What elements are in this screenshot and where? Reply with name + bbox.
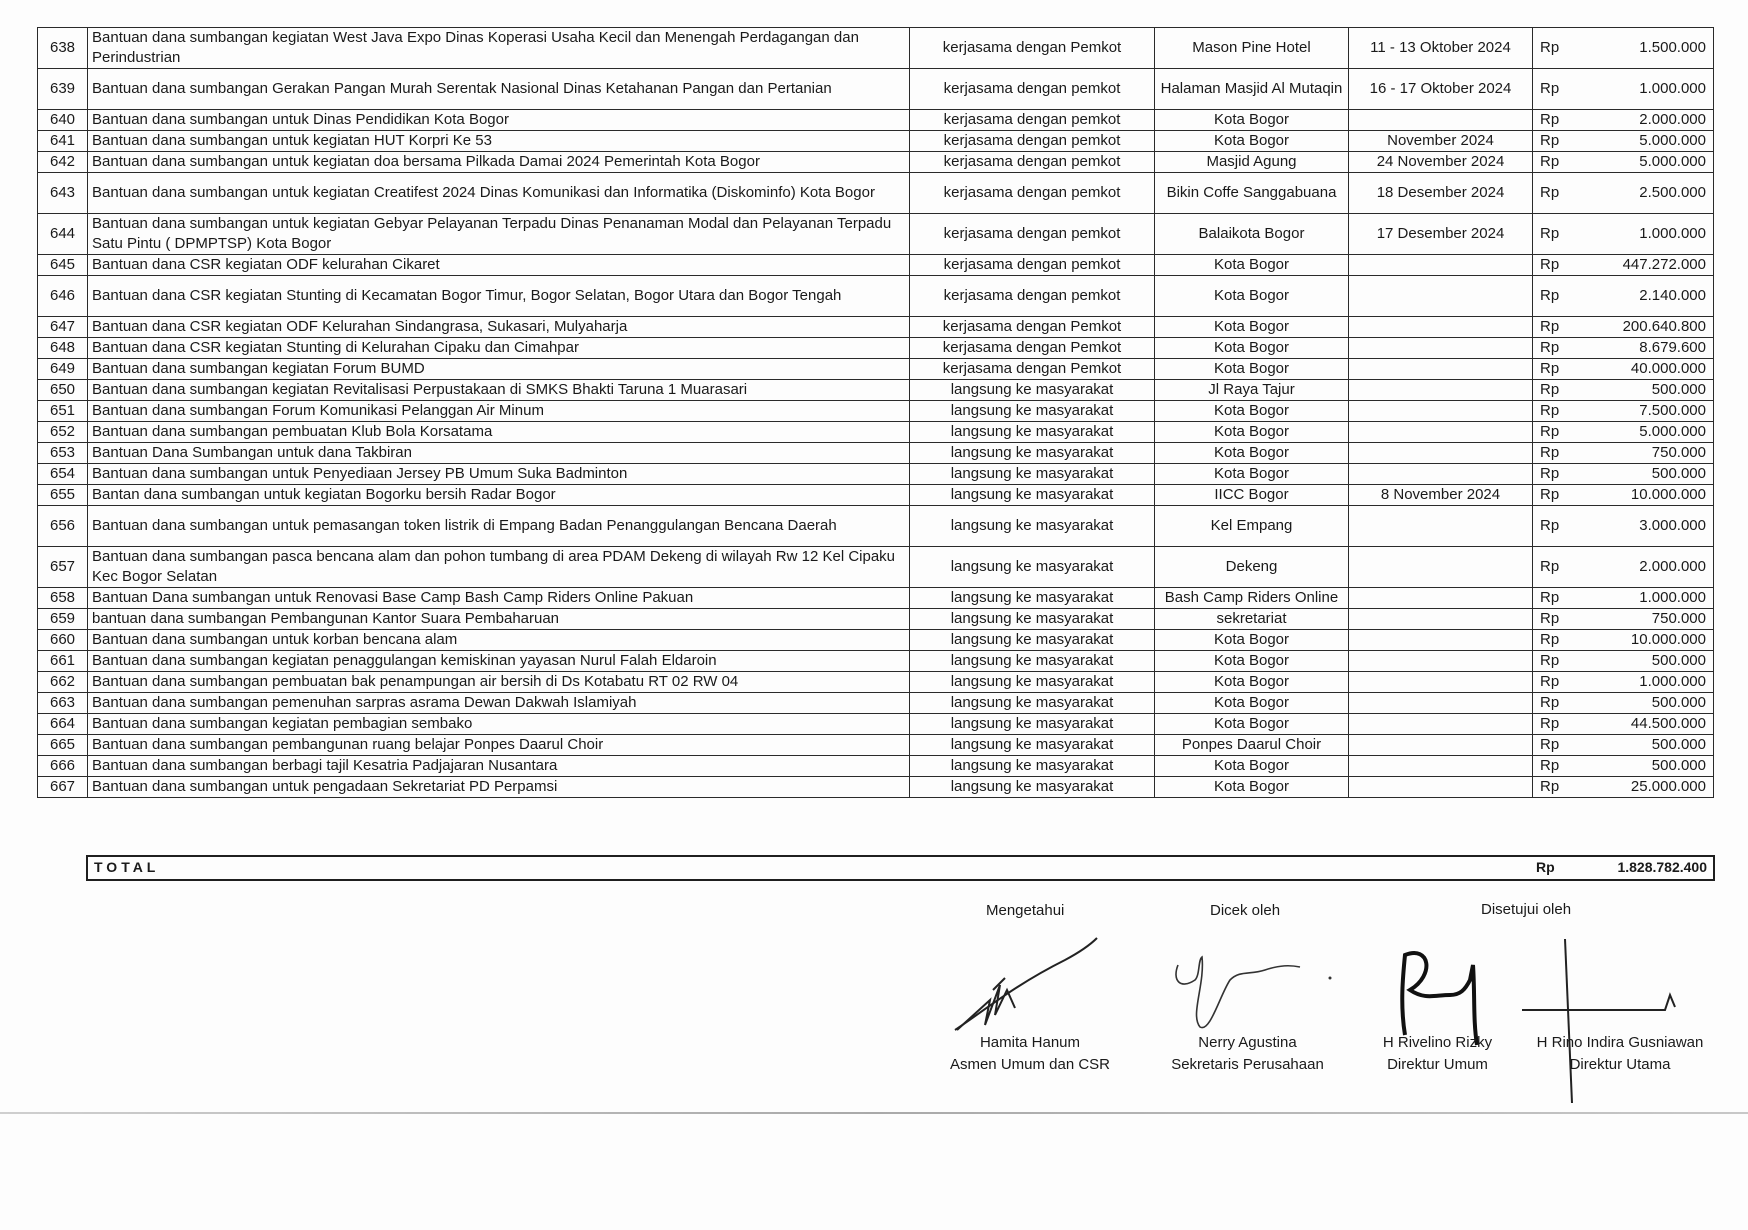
row-location: Dekeng — [1155, 547, 1349, 588]
row-location: Kota Bogor — [1155, 630, 1349, 651]
row-currency: Rp — [1540, 80, 1560, 97]
row-number: 662 — [38, 672, 88, 693]
signatory-title: Direktur Utama — [1569, 1056, 1671, 1073]
row-number: 639 — [38, 69, 88, 110]
table-row — [38, 422, 1714, 443]
row-date — [1349, 443, 1533, 464]
signatory-name: H Rino Indira Gusniawan — [1536, 1034, 1704, 1051]
row-description: Bantuan dana sumbangan Forum Komunikasi Pelanggan Air Minum — [88, 401, 910, 422]
row-location: Bash Camp Riders Online — [1155, 588, 1349, 609]
row-amount: 1.000.000 — [1639, 589, 1706, 606]
row-date — [1349, 672, 1533, 693]
row-date — [1349, 401, 1533, 422]
row-location: Kota Bogor — [1155, 756, 1349, 777]
row-currency: Rp — [1540, 465, 1560, 482]
row-currency: Rp — [1540, 517, 1560, 534]
row-description: Bantuan dana CSR kegiatan Stunting di Kecamatan Bogor Timur, Bogor Selatan, Bogor Utara dan Bogor Tengah — [88, 276, 910, 317]
row-currency: Rp — [1540, 153, 1560, 170]
row-currency: Rp — [1540, 39, 1560, 56]
row-date — [1349, 422, 1533, 443]
row-location: Kota Bogor — [1155, 110, 1349, 131]
row-amount: 500.000 — [1651, 757, 1706, 774]
ledger-body — [38, 28, 1714, 798]
row-amount: 1.500.000 — [1639, 39, 1706, 56]
row-location: Kota Bogor — [1155, 317, 1349, 338]
scan-edge-divider — [0, 1112, 1748, 1114]
row-location: Kota Bogor — [1155, 255, 1349, 276]
row-date — [1349, 588, 1533, 609]
row-amount-cell — [1533, 255, 1714, 276]
total-row — [86, 855, 1715, 881]
row-description: Bantuan dana sumbangan untuk Penyediaan Jersey PB Umum Suka Badminton — [88, 464, 910, 485]
signature-hamita-hanum — [945, 930, 1105, 1040]
row-location: Kel Empang — [1155, 506, 1349, 547]
row-description: Bantuan dana sumbangan untuk kegiatan HUT Korpri Ke 53 — [88, 131, 910, 152]
row-location: Balaikota Bogor — [1155, 214, 1349, 255]
signatory-title: Direktur Umum — [1387, 1056, 1488, 1073]
row-amount: 2.140.000 — [1639, 287, 1706, 304]
row-date: November 2024 — [1349, 131, 1533, 152]
row-mechanism: langsung ke masyarakat — [910, 735, 1155, 756]
row-currency: Rp — [1540, 652, 1560, 669]
row-currency: Rp — [1540, 486, 1560, 503]
row-number: 651 — [38, 401, 88, 422]
row-location: Kota Bogor — [1155, 443, 1349, 464]
table-row — [38, 651, 1714, 672]
table-row — [38, 173, 1714, 214]
row-currency: Rp — [1540, 610, 1560, 627]
row-description: bantuan dana sumbangan Pembangunan Kantor Suara Pembaharuan — [88, 609, 910, 630]
row-description: Bantuan Dana Sumbangan untuk dana Takbiran — [88, 443, 910, 464]
row-description: Bantuan Dana sumbangan untuk Renovasi Base Camp Bash Camp Riders Online Pakuan — [88, 588, 910, 609]
row-amount: 5.000.000 — [1639, 153, 1706, 170]
row-number: 663 — [38, 693, 88, 714]
row-mechanism: kerjasama dengan pemkot — [910, 173, 1155, 214]
header-disetujui-oleh: Disetujui oleh — [1481, 901, 1572, 918]
row-description: Bantuan dana sumbangan kegiatan pembagian sembako — [88, 714, 910, 735]
row-currency: Rp — [1540, 402, 1560, 419]
row-number: 657 — [38, 547, 88, 588]
row-amount: 750.000 — [1651, 444, 1706, 461]
row-location: Kota Bogor — [1155, 359, 1349, 380]
row-description: Bantuan dana sumbangan untuk pemasangan token listrik di Empang Badan Penanggulangan Bencana Daerah — [88, 506, 910, 547]
row-mechanism: kerjasama dengan Pemkot — [910, 338, 1155, 359]
row-currency: Rp — [1540, 423, 1560, 440]
table-row — [38, 110, 1714, 131]
row-mechanism: kerjasama dengan pemkot — [910, 69, 1155, 110]
signatory-name: H Rivelino Rizky — [1382, 1034, 1493, 1051]
row-amount-cell — [1533, 110, 1714, 131]
row-location: IICC Bogor — [1155, 485, 1349, 506]
row-amount: 10.000.000 — [1630, 486, 1706, 503]
row-amount: 500.000 — [1651, 736, 1706, 753]
signatory-name: Hamita Hanum — [979, 1034, 1081, 1051]
row-date: 8 November 2024 — [1349, 485, 1533, 506]
row-number: 647 — [38, 317, 88, 338]
row-mechanism: langsung ke masyarakat — [910, 464, 1155, 485]
row-amount: 2.000.000 — [1639, 558, 1706, 575]
signatory-4 — [1520, 1032, 1720, 1076]
row-currency: Rp — [1540, 287, 1560, 304]
row-mechanism: langsung ke masyarakat — [910, 672, 1155, 693]
row-mechanism: kerjasama dengan pemkot — [910, 131, 1155, 152]
row-amount-cell — [1533, 131, 1714, 152]
row-currency: Rp — [1540, 184, 1560, 201]
row-currency: Rp — [1540, 318, 1560, 335]
row-mechanism: kerjasama dengan pemkot — [910, 110, 1155, 131]
row-amount-cell — [1533, 214, 1714, 255]
row-currency: Rp — [1540, 757, 1560, 774]
row-date — [1349, 547, 1533, 588]
row-amount: 447.272.000 — [1622, 256, 1706, 273]
table-row — [38, 777, 1714, 798]
row-currency: Rp — [1540, 444, 1560, 461]
signatory-name: Nerry Agustina — [1198, 1034, 1297, 1051]
table-row — [38, 338, 1714, 359]
row-currency: Rp — [1540, 225, 1560, 242]
row-description: Bantuan dana sumbangan untuk korban bencana alam — [88, 630, 910, 651]
row-currency: Rp — [1540, 778, 1560, 795]
total-label: TOTAL — [94, 859, 160, 875]
total-currency: Rp — [1536, 859, 1555, 875]
row-description: Bantuan dana sumbangan pemenuhan sarpras asrama Dewan Dakwah Islamiyah — [88, 693, 910, 714]
table-row — [38, 693, 1714, 714]
row-date — [1349, 317, 1533, 338]
row-number: 658 — [38, 588, 88, 609]
total-amount: 1.828.782.400 — [1617, 859, 1707, 875]
table-row — [38, 317, 1714, 338]
row-amount-cell — [1533, 380, 1714, 401]
table-row — [38, 401, 1714, 422]
table-row — [38, 506, 1714, 547]
signature-nerry-agustina — [1170, 945, 1350, 1035]
table-row — [38, 714, 1714, 735]
table-row — [38, 756, 1714, 777]
row-date: 24 November 2024 — [1349, 152, 1533, 173]
row-mechanism: langsung ke masyarakat — [910, 547, 1155, 588]
row-amount: 44.500.000 — [1630, 715, 1706, 732]
row-amount-cell — [1533, 756, 1714, 777]
row-description: Bantuan dana sumbangan kegiatan penaggulangan kemiskinan yayasan Nurul Falah Eldaroin — [88, 651, 910, 672]
row-date — [1349, 651, 1533, 672]
row-description: Bantuan dana sumbangan untuk kegiatan Gebyar Pelayanan Terpadu Dinas Penanaman Modal dan Pelayanan Terpadu Satu Pintu ( DPMPTSP) Kota Bogor — [88, 214, 910, 255]
row-amount: 750.000 — [1651, 610, 1706, 627]
row-location: Kota Bogor — [1155, 464, 1349, 485]
row-location: Bikin Coffe Sanggabuana — [1155, 173, 1349, 214]
table-row — [38, 255, 1714, 276]
row-currency: Rp — [1540, 381, 1560, 398]
row-description: Bantuan dana sumbangan pembuatan Klub Bola Korsatama — [88, 422, 910, 443]
row-number: 654 — [38, 464, 88, 485]
row-number: 652 — [38, 422, 88, 443]
row-location: Kota Bogor — [1155, 338, 1349, 359]
row-amount: 5.000.000 — [1639, 423, 1706, 440]
row-date — [1349, 777, 1533, 798]
row-mechanism: langsung ke masyarakat — [910, 609, 1155, 630]
row-amount: 5.000.000 — [1639, 132, 1706, 149]
row-amount: 10.000.000 — [1630, 631, 1706, 648]
row-currency: Rp — [1540, 673, 1560, 690]
row-amount-cell — [1533, 777, 1714, 798]
row-mechanism: langsung ke masyarakat — [910, 588, 1155, 609]
row-mechanism: langsung ke masyarakat — [910, 422, 1155, 443]
csr-ledger-table — [37, 27, 1714, 798]
row-amount: 40.000.000 — [1630, 360, 1706, 377]
row-description: Bantuan dana sumbangan untuk Dinas Pendidikan Kota Bogor — [88, 110, 910, 131]
row-location: Jl Raya Tajur — [1155, 380, 1349, 401]
row-date: 16 - 17 Oktober 2024 — [1349, 69, 1533, 110]
table-row — [38, 464, 1714, 485]
row-currency: Rp — [1540, 256, 1560, 273]
row-amount-cell — [1533, 443, 1714, 464]
row-description: Bantuan dana CSR kegiatan ODF kelurahan Cikaret — [88, 255, 910, 276]
row-description: Bantuan dana CSR kegiatan Stunting di Kelurahan Cipaku dan Cimahpar — [88, 338, 910, 359]
row-location: Kota Bogor — [1155, 693, 1349, 714]
row-amount-cell — [1533, 276, 1714, 317]
row-currency: Rp — [1540, 558, 1560, 575]
row-date — [1349, 255, 1533, 276]
row-amount-cell — [1533, 485, 1714, 506]
row-amount-cell — [1533, 28, 1714, 69]
row-number: 640 — [38, 110, 88, 131]
row-location: Kota Bogor — [1155, 777, 1349, 798]
row-number: 650 — [38, 380, 88, 401]
row-currency: Rp — [1540, 589, 1560, 606]
row-currency: Rp — [1540, 339, 1560, 356]
row-location: Kota Bogor — [1155, 672, 1349, 693]
row-number: 664 — [38, 714, 88, 735]
row-number: 648 — [38, 338, 88, 359]
table-row — [38, 547, 1714, 588]
row-location: Kota Bogor — [1155, 422, 1349, 443]
row-amount: 2.000.000 — [1639, 111, 1706, 128]
row-location: Mason Pine Hotel — [1155, 28, 1349, 69]
row-amount-cell — [1533, 588, 1714, 609]
row-date — [1349, 693, 1533, 714]
row-location: Halaman Masjid Al Mutaqin — [1155, 69, 1349, 110]
row-number: 667 — [38, 777, 88, 798]
row-mechanism: kerjasama dengan Pemkot — [910, 28, 1155, 69]
table-row — [38, 609, 1714, 630]
row-mechanism: langsung ke masyarakat — [910, 380, 1155, 401]
table-row — [38, 380, 1714, 401]
table-row — [38, 735, 1714, 756]
row-date — [1349, 110, 1533, 131]
row-mechanism: langsung ke masyarakat — [910, 651, 1155, 672]
row-currency: Rp — [1540, 132, 1560, 149]
row-currency: Rp — [1540, 736, 1560, 753]
header-dicek-oleh: Dicek oleh — [1210, 902, 1281, 919]
row-description: Bantuan dana sumbangan pembuatan bak penampungan air bersih di Ds Kotabatu RT 02 RW 04 — [88, 672, 910, 693]
row-mechanism: langsung ke masyarakat — [910, 714, 1155, 735]
row-mechanism: kerjasama dengan pemkot — [910, 255, 1155, 276]
row-amount-cell — [1533, 422, 1714, 443]
row-date — [1349, 506, 1533, 547]
row-currency: Rp — [1540, 715, 1560, 732]
row-number: 665 — [38, 735, 88, 756]
row-mechanism: langsung ke masyarakat — [910, 693, 1155, 714]
row-description: Bantan dana sumbangan untuk kegiatan Bogorku bersih Radar Bogor — [88, 485, 910, 506]
row-date — [1349, 338, 1533, 359]
row-mechanism: langsung ke masyarakat — [910, 401, 1155, 422]
row-mechanism: langsung ke masyarakat — [910, 756, 1155, 777]
row-amount-cell — [1533, 69, 1714, 110]
row-number: 645 — [38, 255, 88, 276]
row-amount: 500.000 — [1651, 652, 1706, 669]
signatory-title: Asmen Umum dan CSR — [949, 1056, 1111, 1073]
row-description: Bantuan dana sumbangan kegiatan Forum BUMD — [88, 359, 910, 380]
row-amount: 500.000 — [1651, 465, 1706, 482]
row-amount: 1.000.000 — [1639, 80, 1706, 97]
row-number: 642 — [38, 152, 88, 173]
row-amount-cell — [1533, 651, 1714, 672]
row-currency: Rp — [1540, 111, 1560, 128]
row-description: Bantuan dana sumbangan pembangunan ruang belajar Ponpes Daarul Choir — [88, 735, 910, 756]
row-number: 655 — [38, 485, 88, 506]
table-row — [38, 672, 1714, 693]
table-row — [38, 359, 1714, 380]
row-number: 660 — [38, 630, 88, 651]
row-amount: 500.000 — [1651, 381, 1706, 398]
row-currency: Rp — [1540, 360, 1560, 377]
row-location: sekretariat — [1155, 609, 1349, 630]
row-description: Bantuan dana sumbangan untuk kegiatan Creatifest 2024 Dinas Komunikasi dan Informatika (Diskominfo) Kota Bogor — [88, 173, 910, 214]
signatory-1 — [930, 1032, 1130, 1076]
signatory-2 — [1145, 1032, 1350, 1076]
table-row — [38, 630, 1714, 651]
row-mechanism: langsung ke masyarakat — [910, 630, 1155, 651]
table-row — [38, 485, 1714, 506]
row-amount-cell — [1533, 338, 1714, 359]
row-mechanism: langsung ke masyarakat — [910, 485, 1155, 506]
row-location: Kota Bogor — [1155, 276, 1349, 317]
row-amount: 2.500.000 — [1639, 184, 1706, 201]
row-number: 649 — [38, 359, 88, 380]
table-row — [38, 152, 1714, 173]
row-mechanism: kerjasama dengan pemkot — [910, 214, 1155, 255]
row-description: Bantuan dana sumbangan kegiatan West Java Expo Dinas Koperasi Usaha Kecil dan Menengah Perdagangan dan Perindustrian — [88, 28, 910, 69]
row-amount-cell — [1533, 464, 1714, 485]
row-amount-cell — [1533, 152, 1714, 173]
row-number: 653 — [38, 443, 88, 464]
table-row — [38, 214, 1714, 255]
row-number: 656 — [38, 506, 88, 547]
row-date — [1349, 735, 1533, 756]
signatory-3 — [1365, 1032, 1510, 1076]
row-description: Bantuan dana sumbangan kegiatan Revitalisasi Perpustakaan di SMKS Bhakti Taruna 1 Muarasari — [88, 380, 910, 401]
header-mengetahui: Mengetahui — [986, 902, 1065, 919]
row-date — [1349, 714, 1533, 735]
signatory-title: Sekretaris Perusahaan — [1171, 1056, 1324, 1073]
row-amount: 1.000.000 — [1639, 225, 1706, 242]
row-date — [1349, 756, 1533, 777]
row-location: Kota Bogor — [1155, 714, 1349, 735]
row-date — [1349, 630, 1533, 651]
row-amount-cell — [1533, 359, 1714, 380]
table-row — [38, 131, 1714, 152]
row-location: Kota Bogor — [1155, 131, 1349, 152]
signature-h-rino-indira-gusniawan — [1520, 935, 1680, 1105]
row-location: Masjid Agung — [1155, 152, 1349, 173]
row-amount: 25.000.000 — [1630, 778, 1706, 795]
row-date — [1349, 359, 1533, 380]
row-number: 661 — [38, 651, 88, 672]
row-amount: 200.640.800 — [1622, 318, 1706, 335]
row-amount-cell — [1533, 609, 1714, 630]
row-location: Kota Bogor — [1155, 651, 1349, 672]
table-row — [38, 69, 1714, 110]
table-row — [38, 443, 1714, 464]
row-amount-cell — [1533, 693, 1714, 714]
row-location: Ponpes Daarul Choir — [1155, 735, 1349, 756]
row-mechanism: langsung ke masyarakat — [910, 506, 1155, 547]
row-date — [1349, 464, 1533, 485]
row-mechanism: langsung ke masyarakat — [910, 443, 1155, 464]
row-currency: Rp — [1540, 694, 1560, 711]
row-amount-cell — [1533, 735, 1714, 756]
row-date: 17 Desember 2024 — [1349, 214, 1533, 255]
row-number: 641 — [38, 131, 88, 152]
row-description: Bantuan dana sumbangan untuk kegiatan doa bersama Pilkada Damai 2024 Pemerintah Kota Bogor — [88, 152, 910, 173]
row-date — [1349, 276, 1533, 317]
row-amount-cell — [1533, 714, 1714, 735]
row-amount-cell — [1533, 173, 1714, 214]
row-description: Bantuan dana sumbangan berbagi tajil Kesatria Padjajaran Nusantara — [88, 756, 910, 777]
row-description: Bantuan dana CSR kegiatan ODF Kelurahan Sindangrasa, Sukasari, Mulyaharja — [88, 317, 910, 338]
row-number: 666 — [38, 756, 88, 777]
row-amount-cell — [1533, 547, 1714, 588]
row-currency: Rp — [1540, 631, 1560, 648]
row-date: 18 Desember 2024 — [1349, 173, 1533, 214]
row-amount-cell — [1533, 672, 1714, 693]
row-amount: 1.000.000 — [1639, 673, 1706, 690]
row-number: 638 — [38, 28, 88, 69]
row-description: Bantuan dana sumbangan pasca bencana alam dan pohon tumbang di area PDAM Dekeng di wilayah Rw 12 Kel Cipaku Kec Bogor Selatan — [88, 547, 910, 588]
row-mechanism: kerjasama dengan Pemkot — [910, 317, 1155, 338]
row-mechanism: langsung ke masyarakat — [910, 777, 1155, 798]
row-description: Bantuan dana sumbangan Gerakan Pangan Murah Serentak Nasional Dinas Ketahanan Pangan dan Pertanian — [88, 69, 910, 110]
row-date — [1349, 609, 1533, 630]
row-amount: 7.500.000 — [1639, 402, 1706, 419]
row-amount: 500.000 — [1651, 694, 1706, 711]
table-row — [38, 276, 1714, 317]
row-amount-cell — [1533, 630, 1714, 651]
table-row — [38, 28, 1714, 69]
row-amount-cell — [1533, 317, 1714, 338]
row-description: Bantuan dana sumbangan untuk pengadaan Sekretariat PD Perpamsi — [88, 777, 910, 798]
row-location: Kota Bogor — [1155, 401, 1349, 422]
row-number: 643 — [38, 173, 88, 214]
row-mechanism: kerjasama dengan pemkot — [910, 276, 1155, 317]
row-amount: 3.000.000 — [1639, 517, 1706, 534]
row-number: 644 — [38, 214, 88, 255]
row-number: 646 — [38, 276, 88, 317]
row-amount-cell — [1533, 401, 1714, 422]
row-mechanism: kerjasama dengan Pemkot — [910, 359, 1155, 380]
row-mechanism: kerjasama dengan pemkot — [910, 152, 1155, 173]
table-row — [38, 588, 1714, 609]
row-amount: 8.679.600 — [1639, 339, 1706, 356]
row-number: 659 — [38, 609, 88, 630]
row-date: 11 - 13 Oktober 2024 — [1349, 28, 1533, 69]
row-amount-cell — [1533, 506, 1714, 547]
row-date — [1349, 380, 1533, 401]
